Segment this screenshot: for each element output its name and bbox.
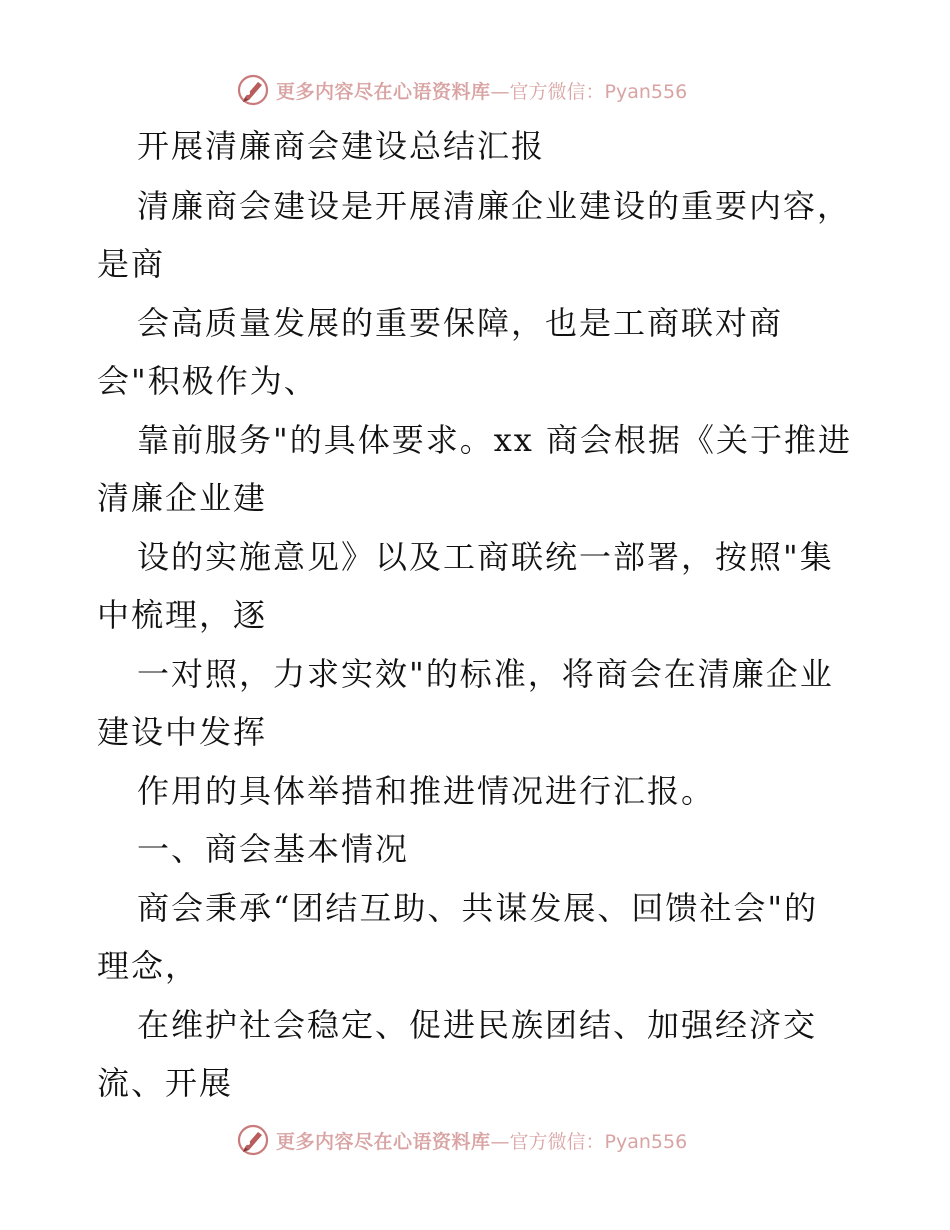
header-contact-text: —官方微信：Pyan556 [490,80,688,103]
footer-watermark [236,1122,687,1158]
text-line: 会"积极作为、 [97,362,318,400]
pen-logo-icon [236,1123,270,1157]
text-line: 理念， [97,947,200,985]
footer-brand-text: 更多内容尽在心语资料库 [276,1130,491,1153]
text-line: 是商 [97,245,166,283]
footer-contact-text: —官方微信：Pyan556 [490,1130,688,1153]
text-line: 流、开展 [97,1064,234,1102]
text-line: 清廉企业建 [97,479,268,517]
header-watermark [236,72,687,108]
text-line: 清廉商会建设是开展清廉企业建设的重要内容， [137,187,852,225]
text-line: 在维护社会稳定、促进民族团结、加强经济交 [137,1006,818,1044]
pen-logo-icon [236,73,270,107]
text-line: 靠前服务"的具体要求。xx 商会根据《关于推进 [137,421,852,459]
document-title: 开展清廉商会建设总结汇报 [137,127,546,165]
text-line: 建设中发挥 [97,713,268,751]
text-line: 商会秉承“团结互助、共谋发展、回馈社会"的 [137,889,819,927]
text-line: 中梳理，逐 [97,596,268,634]
section-heading: 一、商会基本情况 [137,830,410,868]
text-line: 设的实施意见》以及工商联统一部署，按照"集 [137,538,834,576]
text-line: 一对照，力求实效"的标准，将商会在清廉企业 [137,655,834,693]
text-line: 会高质量发展的重要保障，也是工商联对商 [137,304,784,342]
header-brand-text: 更多内容尽在心语资料库 [276,80,491,103]
text-line: 作用的具体举措和推进情况进行汇报。 [137,772,716,810]
